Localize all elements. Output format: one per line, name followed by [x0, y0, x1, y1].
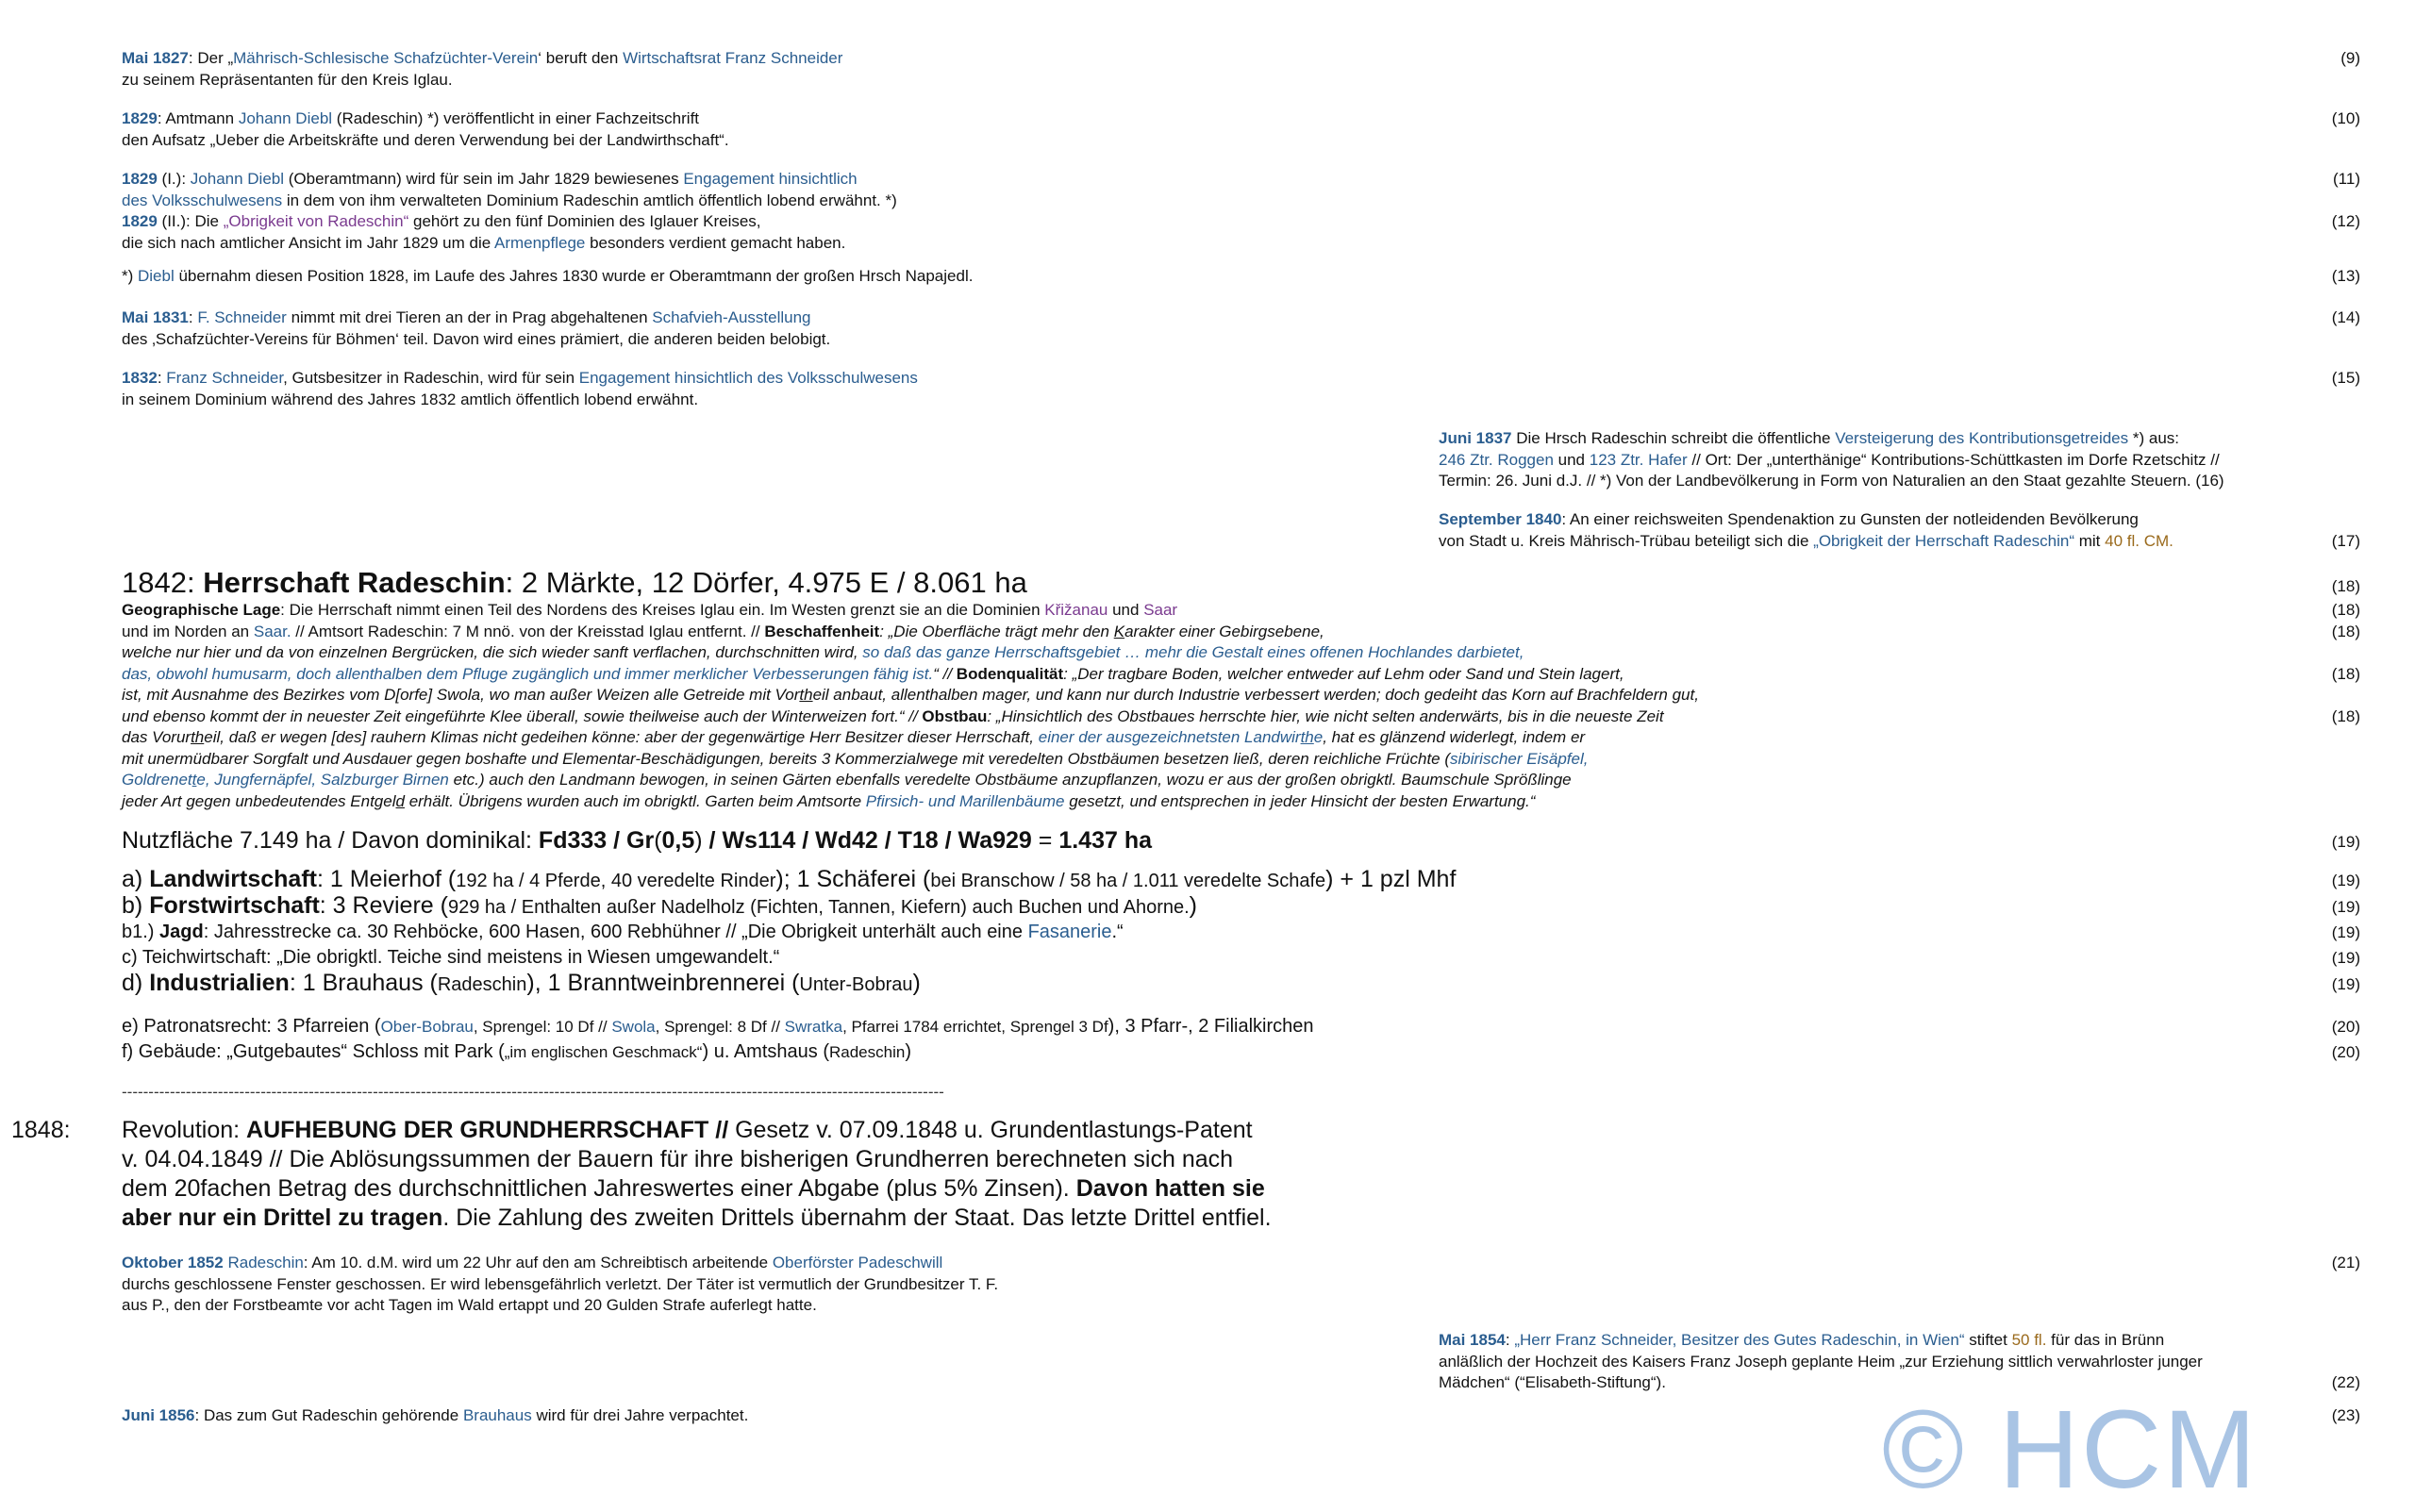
footnote-ref: (22)	[2331, 1373, 2360, 1391]
footnote-ref: (23)	[2331, 1406, 2360, 1424]
footnote-ref: (19)	[2331, 923, 2360, 941]
item-e: e) Patronatsrecht: 3 Pfarreien (Ober-Bobrau, Sprengel: 10 Df // Swola, Sprengel: 8 Df // Swratka, Pfarrei 1784 errichtet, Sprengel 3 Df), 3 Pfarr-, 2 Filialkirchen (20)	[122, 1016, 2360, 1037]
link[interactable]: Johann Diebl	[238, 109, 333, 127]
entry-10: 1829: Amtmann Johann Diebl (Radeschin) *) veröffentlicht in einer Fachzeitschrift (10) den Aufsatz „Ueber die Arbeitskräfte und deren Verwendung bei der Landwirthschaft“.	[122, 109, 2360, 149]
link[interactable]: „Obrigkeit der Herrschaft Radeschin“	[1813, 531, 2074, 550]
link[interactable]: Diebl	[138, 267, 175, 285]
link[interactable]: Oberförster Padeschwill	[772, 1254, 943, 1271]
footnote-ref: (14)	[2331, 308, 2360, 326]
link[interactable]: Wirtschaftsrat Franz Schneider	[623, 49, 843, 67]
footnote-ref: (19)	[2331, 949, 2360, 967]
link[interactable]: „Herr Franz Schneider, Besitzer des Gutes Radeschin, in Wien“	[1514, 1331, 1965, 1349]
entry-22: Mai 1854: „Herr Franz Schneider, Besitzer des Gutes Radeschin, in Wien“ stiftet 50 fl. für das in Brünn anläßlich der Hochzeit des Kaisers Franz Joseph geplante Heim „zur Erziehung sittlich verwahrloster junger Mädchen“ (“Elisabeth-Stiftung“). (22)	[1439, 1330, 2360, 1394]
item-list-2	[122, 1014, 2360, 1065]
link[interactable]: Johann Diebl	[190, 170, 285, 188]
footnote-ref: (19)	[2331, 872, 2360, 889]
entry-date: 1829	[122, 109, 158, 127]
entry-15: 1832: Franz Schneider, Gutsbesitzer in Radeschin, wird für sein Engagement hinsichtlich des Volksschulwesens (15) in seinem Dominium während des Jahres 1832 amtlich öffentlich lobend erwähnt.	[122, 369, 2360, 408]
entry-date: Mai 1831	[122, 308, 189, 326]
entry-date: Juni 1837	[1439, 429, 1512, 447]
divider: ----------------------------------------------------------------------------------------------------------------------------------------------------------	[122, 1083, 944, 1101]
footnote-ref: (18)	[2331, 601, 2360, 619]
link[interactable]: Saar.	[253, 622, 291, 640]
item-d: d) Industrialien: 1 Brauhaus (Radeschin), 1 Branntweinbrennerei (Unter-Bobrau) (19)	[122, 970, 2360, 996]
footnote-ref: (19)	[2331, 833, 2360, 851]
link[interactable]: Křižanau	[1044, 601, 1108, 619]
link[interactable]: 246 Ztr. Roggen	[1439, 450, 1554, 469]
link[interactable]: Fasanerie	[1027, 922, 1112, 942]
entry-9: Mai 1827: Der „Mährisch-Schlesische Schafzüchter-Verein‘ beruft den Wirtschaftsrat Franz Schneider (9) zu seinem Repräsentanten für den Kreis Iglau.	[122, 49, 2360, 89]
footnote-ref: (21)	[2331, 1254, 2360, 1271]
entry-12: 1829 (II.): Die „Obrigkeit von Radeschin“ gehört zu den fünf Dominien des Iglauer Kreises, (12) die sich nach amtlicher Ansicht im Jahr 1829 um die Armenpflege besonders verdient gemacht haben.	[122, 212, 2360, 252]
footnote-ref: (18)	[2331, 706, 2360, 725]
item-c: c) Teichwirtschaft: „Die obrigktl. Teiche sind meistens in Wiesen umgewandelt.“ (19)	[122, 947, 2360, 968]
entry-21: Oktober 1852 Radeschin: Am 10. d.M. wird um 22 Uhr auf den am Schreibtisch arbeitende Oberförster Padeschwill (21) durchs geschlossene Fenster geschossen. Er wird lebensgefährlich verletzt. Der Täter ist vermutlich der Grundbesitzer T. F. aus P., den der Forstbeamte vor acht Tagen im Wald ertappt und 20 Gulden Strafe auferlegt hatte.	[122, 1254, 2360, 1314]
footnote-ref: (18)	[2331, 622, 2360, 640]
link[interactable]: 123 Ztr. Hafer	[1589, 450, 1688, 469]
entry-17: September 1840: An einer reichsweiten Spendenaktion zu Gunsten der notleidenden Bevölkerung von Stadt u. Kreis Mährisch-Trübau beteiligt sich die „Obrigkeit der Herrschaft Radeschin“ mit 40 fl. CM. (17)	[1439, 509, 2360, 552]
link[interactable]: Franz Schneider	[166, 369, 284, 387]
entry-16: Juni 1837 Die Hrsch Radeschin schreibt die öffentliche Versteigerung des Kontributionsgetreides *) aus: 246 Ztr. Roggen und 123 Ztr. Hafer // Ort: Der „unterthänige“ Kontributions-Schüttkasten im Dorfe Rzetschitz // Termin: 26. Juni d.J. // *) Von der Landbevölkerung in Form von Naturalien an den Staat gezahlte Steuern. (16)	[1439, 429, 2224, 490]
money: 40 fl. CM.	[2105, 531, 2174, 550]
money: 50 fl.	[2011, 1331, 2047, 1349]
footnote-ref: (17)	[2331, 531, 2360, 550]
entry-date: 1829	[122, 170, 158, 188]
year-1848-label: 1848:	[11, 1117, 71, 1143]
footnote-ref: (10)	[2331, 109, 2360, 127]
section-1848: Revolution: AUFHEBUNG DER GRUNDHERRSCHAFT // Gesetz v. 07.09.1848 u. Grundentlastungs-Patent v. 04.04.1849 // Die Ablösungssummen der Bauern für ihre bisherigen Grundherren berechneten sich nach dem 20fachen Betrag des durchschnittlichen Jahreswertes einer Abgabe (plus 5% Zinsen). Davon hatten sie aber nur ein Drittel zu tragen. Die Zahlung des zweiten Drittels übernahm der Staat. Das letzte Drittel entfiel.	[122, 1117, 1272, 1231]
copyright-watermark: © HCM	[1882, 1387, 2258, 1512]
link[interactable]: Armenpflege	[493, 233, 586, 252]
footnote-ref: (18)	[2331, 664, 2360, 683]
footnote-ref: (18)	[2331, 577, 2360, 595]
item-list	[122, 867, 2360, 997]
link[interactable]: Schafvieh-Ausstellung	[652, 308, 811, 326]
entry-13: *) Diebl übernahm diesen Position 1828, im Laufe des Jahres 1830 wurde er Oberamtmann der großen Hrsch Napajedl. (13)	[122, 266, 2360, 288]
item-b1: b1.) Jagd: Jahresstrecke ca. 30 Rehböcke, 600 Hasen, 600 Rebhühner // „Die Obrigkeit unterhält auch eine Fasanerie.“ (19)	[122, 922, 2360, 942]
section-1842-body: Geographische Lage: Die Herrschaft nimmt einen Teil des Nordens des Kreises Iglau ein. Im Westen grenzt sie an die Dominien Křižanau und Saar (18) und im Norden an Saar. // Amtsort Radeschin: 7 M nnö. von der Kreisstad Iglau entfernt. // Beschaffenheit: „Die Oberfläche trägt mehr den Karakter einer Gebirgsebene, (18) welche nur hier und da von einzelnen Bergrücken, die sich wieder sanft verflachen, durchschnitten wird, so daß das ganze Herrschaftsgebiet … mehr die Gestalt eines offenen Hochlandes darbietet, das, obwohl humusarm, doch allenthalben dem Pfluge zugänglich und immer merklicher Verbesserungen fähig ist.“ // Bodenqualität: „Der tragbare Boden, welcher entweder auf Lehm oder Sand und Stein lagert, (18) ist, mit Ausnahme des Bezirkes vom D[orfe] Swola, wo man außer Weizen alle Getreide mit Vortheil anbaut, allenthalben mager, und kann nur durch Industrie verbessert werden; doch gedeiht das Korn auf Brachfeldern gut, und ebenso kommt der in neuester Zeit eingeführte Klee überall, sowie theilweise auch der Winterweizen fort.“ // Obstbau: „Hinsichtlich des Obstbaues herrschte hier, wie nicht selten anderwärts, bis in die neueste Zeit (18) das Vorurtheil, daß er wegen [des] rauhern Klimas nicht gedeihen könne: aber der gegenwärtige Herr Besitzer dieser Herrschaft, einer der ausgezeichnetsten Landwirthe, hat es glänzend widerlegt, indem er mit unermüdbarer Sorgfalt und Ausdauer gegen boshafte und Elementar-Beschädigungen, bereits 3 Kommerzialwege mit veredelten Obstbäumen besetzen ließ, deren reichliche Früchte (sibirischer Eisäpfel, Goldrenette, Jungfernäpfel, Salzburger Birnen etc.) auch den Landmann bewogen, in seinen Gärten ebenfalls veredelte Obstbäume anzupflanzen, wozu er aus der großen obrigktl. Baumschule Sprößlinge jeder Art gegen unbedeutendes Entgeld erhält. Übrigens wurden auch im obrigktl. Garten beim Amtsorte Pfirsich- und Marillenbäume gesetzt, und entsprechen in jeder Hinsicht der besten Erwartung.“	[122, 601, 2360, 810]
footnote-ref: (12)	[2331, 212, 2360, 230]
entry-date: 1829	[122, 212, 158, 230]
footnote-ref: (20)	[2331, 1018, 2360, 1036]
footnote-ref: (15)	[2331, 369, 2360, 387]
entry-14: Mai 1831: F. Schneider nimmt mit drei Tieren an der in Prag abgehaltenen Schafvieh-Ausstellung (14) des ‚Schafzüchter-Vereins für Böhmen‘ teil. Davon wird eines prämiert, die anderen beiden belobigt.	[122, 308, 2360, 348]
link[interactable]: Mährisch-Schlesische Schafzüchter-Verein	[233, 49, 539, 67]
footnote-ref: (20)	[2331, 1043, 2360, 1061]
link[interactable]: Versteigerung des Kontributionsgetreides	[1835, 429, 2129, 447]
entry-date: 1832	[122, 369, 158, 387]
entry-23: Juni 1856: Das zum Gut Radeschin gehörende Brauhaus wird für drei Jahre verpachtet. (23)	[122, 1405, 2360, 1427]
footnote-ref: (16)	[2195, 472, 2224, 490]
entry-date: Mai 1827	[122, 49, 189, 67]
section-1842-heading: 1842: Herrschaft Radeschin: 2 Märkte, 12 Dörfer, 4.975 E / 8.061 ha (18)	[122, 566, 2360, 599]
link[interactable]: Swola	[611, 1018, 656, 1036]
link[interactable]: Saar	[1143, 601, 1178, 619]
entry-date: September 1840	[1439, 510, 1562, 528]
link[interactable]: des Volksschulwesens	[122, 191, 283, 209]
footnote-ref: (13)	[2331, 267, 2360, 285]
footnote-ref: (19)	[2331, 975, 2360, 993]
entry-date: Juni 1856	[122, 1406, 195, 1424]
footnote-ref: (9)	[2340, 49, 2360, 67]
link[interactable]: Swratka	[784, 1018, 843, 1036]
entry-11: 1829 (I.): Johann Diebl (Oberamtmann) wird für sein im Jahr 1829 bewiesenes Engagement hinsichtlich (11) des Volksschulwesens in dem von ihm verwalteten Dominium Radeschin amtlich öffentlich lobend erwähnt. *)	[122, 170, 2360, 209]
item-b: b) Forstwirtschaft: 3 Reviere (929 ha / Enthalten außer Nadelholz (Fichten, Tannen, Kiefern) auch Buchen und Ahorne.) (19)	[122, 892, 2360, 919]
link[interactable]: „Obrigkeit von Radeschin“	[223, 212, 409, 230]
item-a: a) Landwirtschaft: 1 Meierhof (192 ha / 4 Pferde, 40 veredelte Rinder); 1 Schäferei (bei Branschow / 58 ha / 1.011 veredelte Schafe) + 1 pzl Mhf (19)	[122, 866, 2360, 892]
link[interactable]: Brauhaus	[462, 1406, 532, 1424]
link[interactable]: Engagement hinsichtlich des Volksschulwesens	[578, 369, 918, 387]
entry-date: Mai 1854	[1439, 1331, 1506, 1349]
entry-date: Oktober 1852	[122, 1254, 224, 1271]
nutzflaeche-line: Nutzfläche 7.149 ha / Davon dominikal: Fd333 / Gr(0,5) / Ws114 / Wd42 / T18 / Wa929 = 1.437 ha (19)	[122, 827, 2360, 854]
link[interactable]: Engagement hinsichtlich	[683, 170, 858, 188]
link[interactable]: F. Schneider	[197, 308, 287, 326]
footnote-ref: (19)	[2331, 898, 2360, 916]
item-f: f) Gebäude: „Gutgebautes“ Schloss mit Park („im englischen Geschmack“) u. Amtshaus (Radeschin) (20)	[122, 1041, 2360, 1062]
link[interactable]: Ober-Bobrau	[380, 1018, 474, 1036]
footnote-ref: (11)	[2333, 170, 2360, 188]
link[interactable]: Radeschin	[227, 1254, 304, 1271]
